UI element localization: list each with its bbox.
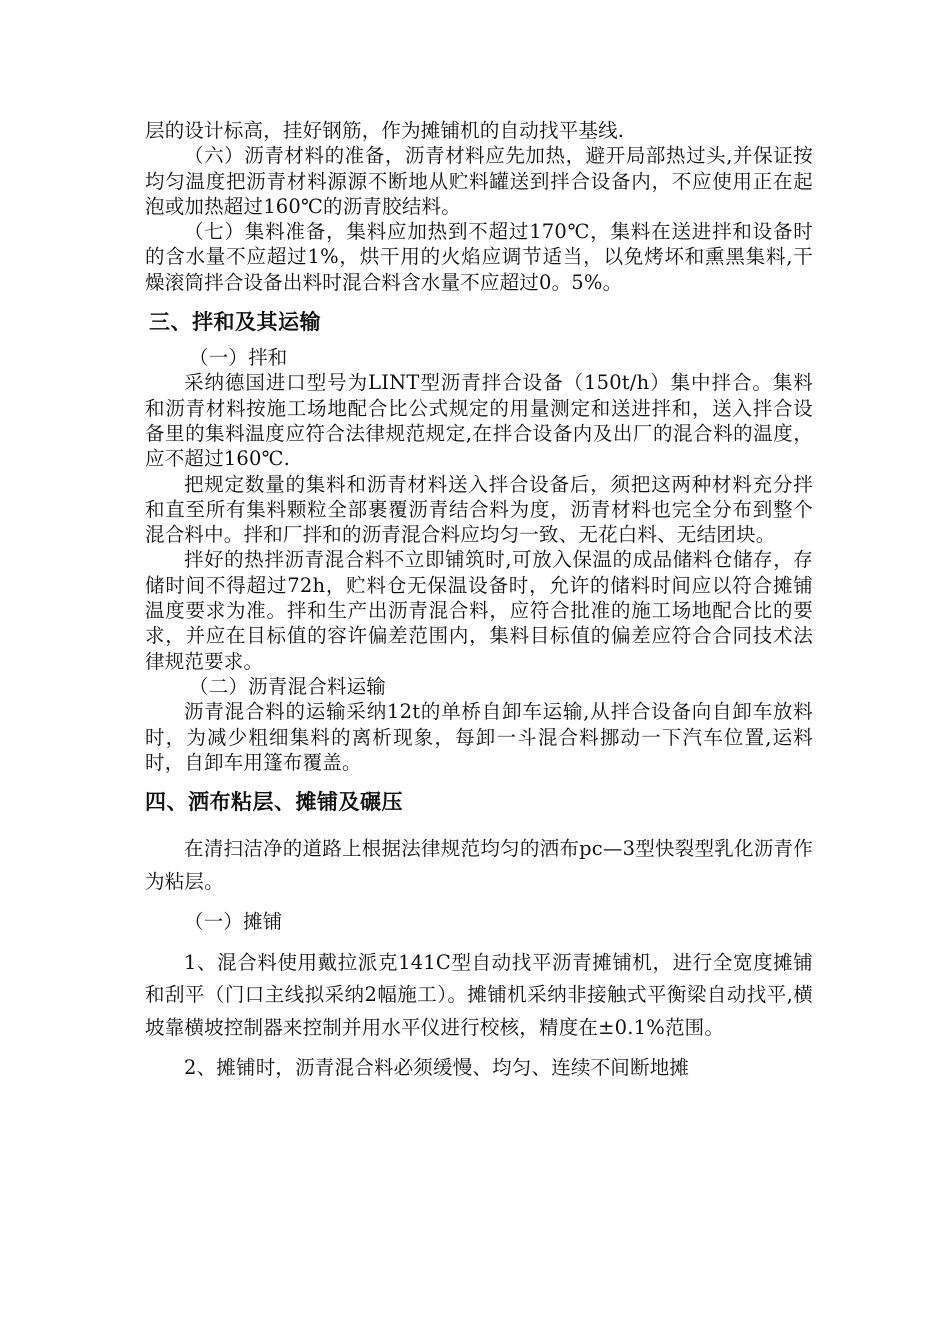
paragraph-baseline: 层的设计标高，挂好钢筋，作为摊铺机的自动找平基线.: [145, 119, 625, 142]
paragraph-paving-rule: 2、摊铺时，沥青混合料必须缓慢、均匀、连续不间断地摊: [184, 1056, 690, 1080]
paragraph-storage: 拌好的热拌沥青混合料不立即铺筑时,可放入保温的成品储料仓储存，存储时间不得超过72h，贮料仓无保温设备时，允许的储料时间应以符合摊铺温度要求为准。拌和生产出沥青混合料，应符合批准的施工场地配合比的要求，并应在目标值的容许偏差范围内，集料目标值的偏差应符合合同技术法律规范要求。: [145, 548, 813, 673]
section-mixing: [145, 345, 813, 775]
heading-tack-paving-rolling: 四、洒布粘层、摊铺及碾压: [145, 790, 403, 815]
subheading-transport: （二）沥青混合料运输: [189, 674, 387, 698]
paragraph-paver: 1、混合料使用戴拉派克141C型自动找平沥青摊铺机，进行全宽度摊铺和刮平（门口主线拟采纳2幅施工）。摊铺机采纳非接触式平衡梁自动找平,横坡靠横坡控制器来控制并用水平仪进行校核，精度在±0.1%范围。: [145, 950, 813, 1039]
paragraph-asphalt-prep: （六）沥青材料的准备，沥青材料应先加热，避开局部热过头,并保证按均匀温度把沥青材料源源不断地从贮料罐送到拌合设备内，不应使用正在起泡或加热超过160℃的沥青胶结料。: [145, 144, 813, 218]
section-paving: [145, 833, 813, 1085]
section-materials: [145, 118, 813, 295]
subheading-paving: （一）摊铺: [184, 910, 283, 934]
paragraph-aggregate-prep: （七）集料准备，集料应加热到不超过170℃，集料在送进拌和设备时的含水量不应超过1%，烘干用的火焰应调节适当，以免烤坏和熏黑集料,干燥滚筒拌合设备出料时混合料含水量不应超过0。5%。: [145, 220, 813, 294]
document-page: [145, 118, 813, 1093]
subheading-mixing: （一）拌和: [189, 346, 288, 370]
paragraph-tack-coat: 在清扫洁净的道路上根据法律规范均匀的洒布pc—3型快裂型乳化沥青作为粘层。: [145, 837, 813, 893]
paragraph-transport: 沥青混合料的运输采纳12t的单桥自卸车运输,从拌合设备向自卸车放料时，为减少粗细集料的离析现象，每卸一斗混合料挪动一下汽车位置,运料时，自卸车用篷布覆盖。: [145, 700, 813, 774]
heading-mixing-transport: 三、拌和及其运输: [149, 310, 321, 335]
paragraph-mixing-plant: 采纳德国进口型号为LINT型沥青拌合设备（150t/h）集中拌合。集料和沥青材料按施工场地配合比公式规定的用量测定和送进拌和，送入拌合设备里的集料温度应符合法律规范规定,在拌合设备内及出厂的混合料的温度，应不超过160℃.: [145, 371, 813, 471]
paragraph-mixing-process: 把规定数量的集料和沥青材料送入拌合设备后，须把这两种材料充分拌和直至所有集料颗粒全部裹覆沥青结合料为度，沥青材料也完全分布到整个混合料中。拌和厂拌和的沥青混合料应均匀一致、无花白料、无结团块。: [145, 472, 813, 547]
